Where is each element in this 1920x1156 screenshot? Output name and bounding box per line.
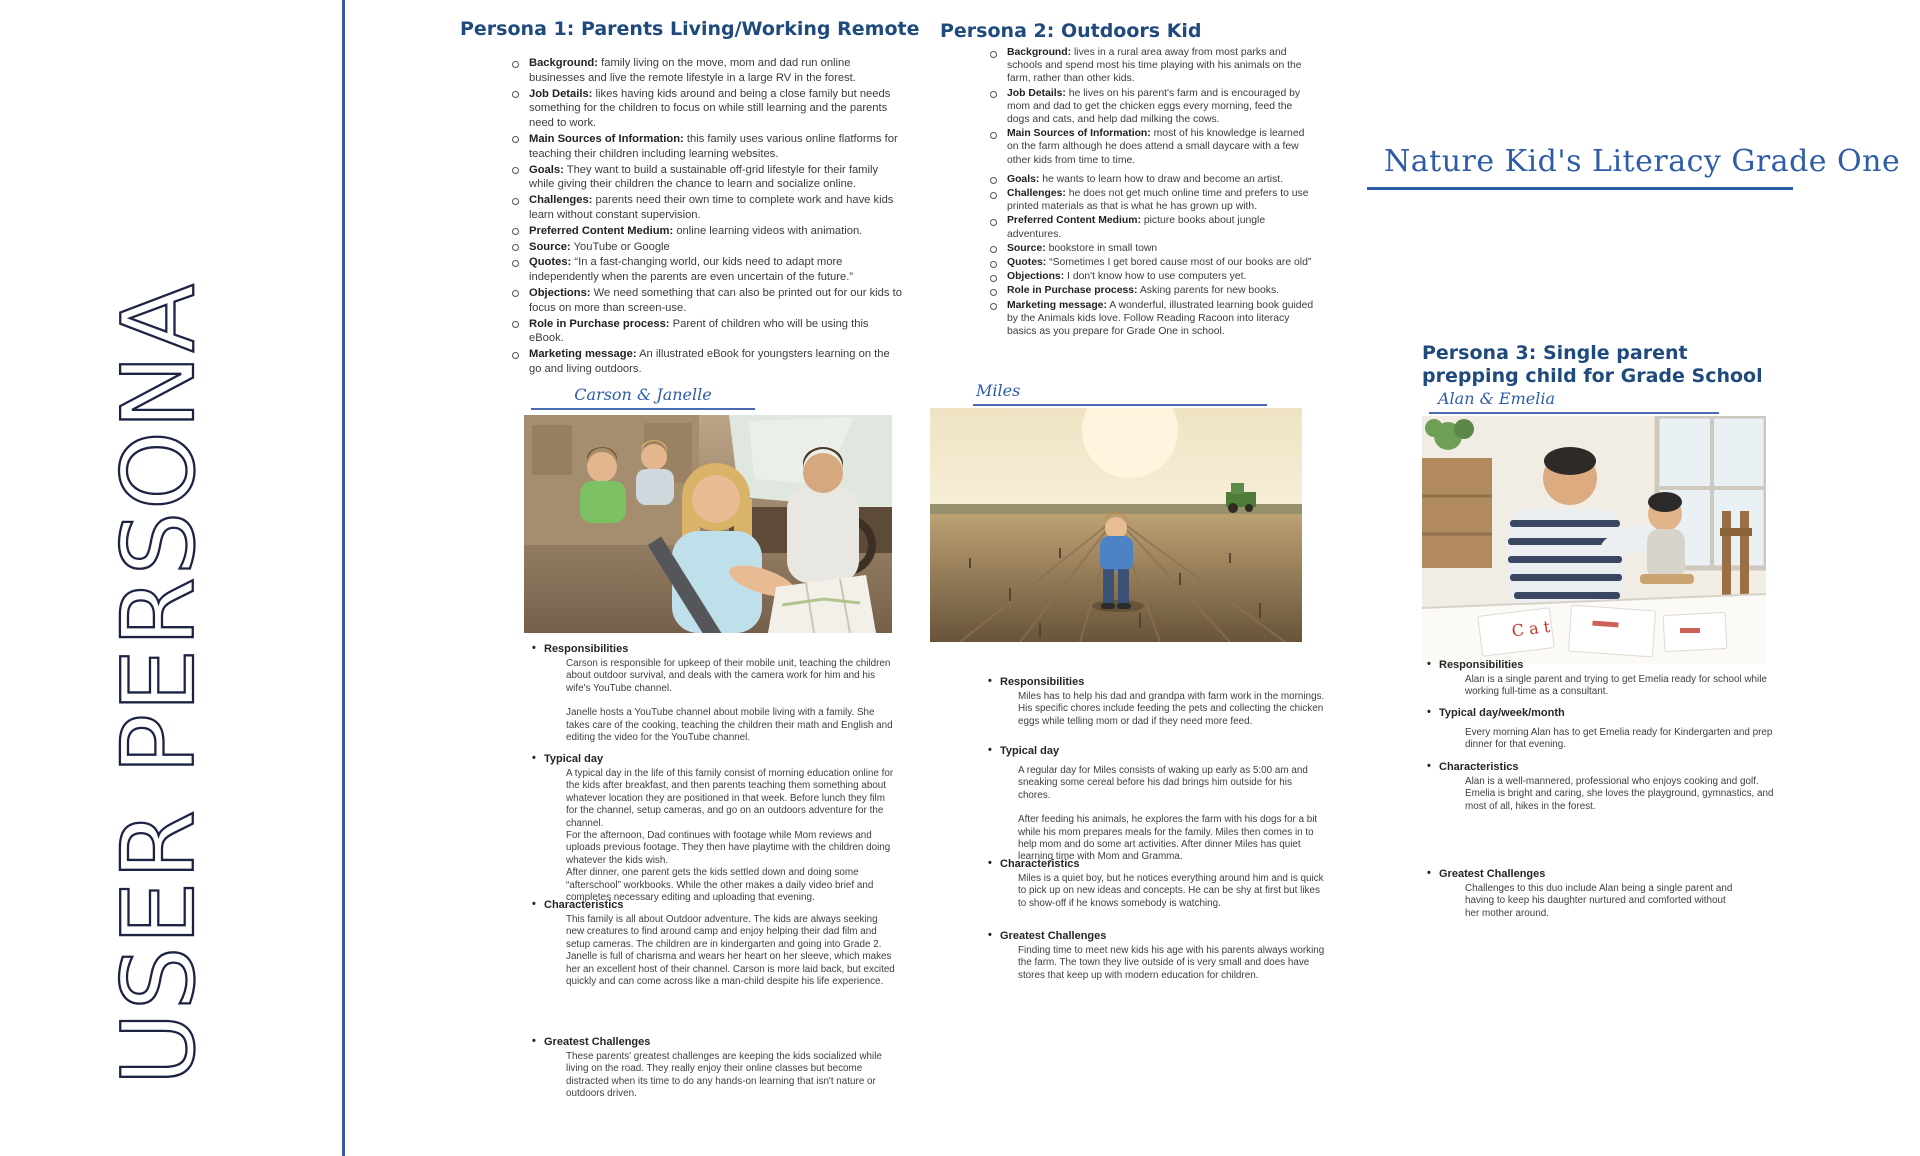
attribute-label: Job Details: xyxy=(1007,87,1066,99)
section-paragraph: These parents' greatest challenges are keeping the kids socialized while living on the road. They really enjoy their online classes but become distracted when its time to do any hands-on learning that isn't nature or outdoors driven. xyxy=(566,1051,882,1100)
attribute-label: Main Sources of Information: xyxy=(529,132,684,145)
attribute-item xyxy=(505,87,905,131)
attribute-text: “In a fast-changing world, our kids need to adapt more independently when the parents are even uncertain of the future.” xyxy=(529,256,854,284)
section-body xyxy=(566,1051,898,1101)
attribute-text: parents need their own time to complete work and have kids learn without constant supervision. xyxy=(529,194,894,221)
persona1-caption-underline xyxy=(531,408,755,410)
section-body xyxy=(1018,873,1326,910)
section-paragraph: After dinner, one parent gets the kids settled down and doing some “afterschool” workbooks. While the other makes a daily video brief and completes necessary editing and uploading that evening. xyxy=(566,867,874,904)
attribute-text: most of his knowledge is learned on the farm although he does attend a small daycare with a few other kids from time to time. xyxy=(1007,128,1305,166)
section-title: • Greatest Challenges xyxy=(1427,868,1741,880)
section-paragraph: Miles has to help his dad and grandpa with farm work in the mornings. His specific chores include feeding the pets and collecting the chicken eggs while telling mom or dad if they need more feed. xyxy=(1018,691,1325,727)
persona1-caption: Carson & Janelle xyxy=(574,385,712,404)
section-body xyxy=(566,914,898,988)
attribute-label: Background: xyxy=(1007,47,1072,58)
section-body xyxy=(566,658,898,744)
persona2-section-greatest-challenges xyxy=(988,930,1326,982)
persona2-photo-boy-in-cornfield xyxy=(930,408,1302,642)
section-paragraph: Finding time to meet new kids his age with his parents always working the farm. The town they live outside of is very small and does have stores that keep up with modern education for children. xyxy=(1018,945,1325,981)
section-paragraph: A typical day in the life of this family consist of morning education online for the kids after breakfast, and then parents teaching them something about whatever location they are positioned in that week. Before lunch they film for the channel, setup cameras, and go on an outdoors adventure for the channel. xyxy=(566,768,894,829)
attribute-text: An illustrated eBook for youngsters learning on the go and living outdoors. xyxy=(529,348,890,375)
attribute-item xyxy=(983,173,1317,186)
section-title: • Responsibilities xyxy=(532,643,898,655)
attribute-item xyxy=(505,255,905,285)
attribute-text: Parent of children who will be using this eBook. xyxy=(529,317,869,345)
attribute-label: Role in Purchase process: xyxy=(529,317,670,330)
dad-and-child-illustration xyxy=(1422,416,1766,664)
attribute-item xyxy=(983,284,1317,297)
section-title: • Characteristics xyxy=(988,858,1326,870)
section-body xyxy=(1018,765,1326,864)
persona2-attributes-list xyxy=(983,46,1317,339)
family-in-rv-illustration xyxy=(524,415,892,633)
persona1-section-typical-day xyxy=(532,753,898,904)
attribute-label: Objections: xyxy=(529,286,591,299)
persona3-section-responsibilities xyxy=(1427,659,1783,699)
boy-in-cornfield-illustration xyxy=(930,408,1302,642)
section-title: • Greatest Challenges xyxy=(988,930,1326,942)
project-title: Nature Kid's Literacy Grade One xyxy=(1384,144,1901,179)
attribute-text: They want to build a sustainable off-grid lifestyle for their family while giving their children the chance to learn and socialize online. xyxy=(529,163,879,191)
section-title: • Typical day xyxy=(988,745,1326,757)
attribute-text: likes having kids around and being a close family but needs something for the children to focus on while still learning and the parents need to work. xyxy=(529,87,891,130)
persona1-heading: Persona 1: Parents Living/Working Remote xyxy=(460,18,920,40)
attribute-text: I don't know how to use computers yet. xyxy=(1067,271,1247,283)
section-body xyxy=(1018,945,1326,982)
section-body xyxy=(1465,727,1783,752)
section-paragraph: Alan is a well-mannered, professional who enjoys cooking and golf. Emelia is bright and caring, she loves the playground, gymnastics, and most of all, hikes in the forest. xyxy=(1465,776,1774,812)
attribute-item xyxy=(983,87,1317,127)
section-body xyxy=(1018,691,1326,728)
attribute-item xyxy=(983,299,1317,339)
persona2-caption: Miles xyxy=(976,381,1021,400)
attribute-item xyxy=(983,46,1317,86)
section-body xyxy=(1465,776,1783,813)
attribute-label: Background: xyxy=(529,57,598,69)
attribute-item xyxy=(983,127,1317,167)
attribute-text: picture books about jungle adventures. xyxy=(1007,215,1266,240)
attribute-text: lives in a rural area away from most parks and schools and spend most his time playing with his animals on the farm, rather than other kids. xyxy=(1007,47,1302,85)
section-paragraph: Janelle hosts a YouTube channel about mobile living with a family. She takes care of the cooking, teaching the children their math and English and editing the video for the YouTube channel. xyxy=(566,707,893,744)
attribute-item xyxy=(505,193,905,223)
attribute-item xyxy=(505,163,905,193)
persona3-caption-underline xyxy=(1429,412,1719,414)
attribute-item xyxy=(983,242,1317,255)
attribute-label: Quotes: xyxy=(529,256,572,269)
section-paragraph: Janelle is full of charisma and wears her heart on her sleeve, which makes her an excellent host of their channel. Carson is more laid back, but excited quickly and can come across like a man-child despite his life experience. xyxy=(566,951,895,988)
attribute-label: Challenges: xyxy=(1007,188,1066,200)
svg-text:C a t: C a t xyxy=(1510,616,1552,641)
persona2-heading: Persona 2: Outdoors Kid xyxy=(940,20,1202,42)
attribute-item xyxy=(505,240,905,255)
persona1-section-characteristics xyxy=(532,899,898,988)
persona3-section-typical-day xyxy=(1427,707,1783,752)
attribute-item xyxy=(983,256,1317,269)
persona1-photo-family-in-rv xyxy=(524,415,892,633)
persona1-section-greatest-challenges xyxy=(532,1036,898,1101)
attribute-label: Marketing message: xyxy=(529,348,637,361)
attribute-item xyxy=(983,214,1317,240)
section-title: • Typical day/week/month xyxy=(1427,707,1783,719)
attribute-text: We need something that can also be printed out for our kids to focus on more than screen-use. xyxy=(529,286,902,314)
attribute-item xyxy=(983,187,1317,213)
attribute-label: Main Sources of Information: xyxy=(1007,128,1151,140)
persona2-section-characteristics xyxy=(988,858,1326,910)
attribute-item xyxy=(505,317,905,347)
attribute-label: Role in Purchase process: xyxy=(1007,285,1138,297)
section-body xyxy=(1465,883,1741,920)
attribute-text: A wonderful, illustrated learning book guided by the Animals kids love. Follow Reading Racoon into literacy basics as you prepare for Grade One in school. xyxy=(1007,299,1314,338)
attribute-item xyxy=(505,224,905,239)
attribute-text: “Sometimes I get bored cause most of our books are old” xyxy=(1049,257,1312,269)
section-paragraph: After feeding his animals, he explores the farm with his dogs for a bit while his mom prepares meals for the family. Miles then comes in to help mom and do some art activities. After dinner Miles has quiet learning time with Mom and Gramma. xyxy=(1018,814,1318,863)
persona2-caption-underline xyxy=(973,404,1267,406)
attribute-label: Source: xyxy=(1007,242,1046,254)
attribute-text: he does not get much online time and prefers to use printed materials as that is what he has grown up with. xyxy=(1007,188,1309,213)
section-title: • Characteristics xyxy=(532,899,898,911)
attribute-text: he lives on his parent's farm and is encouraged by mom and dad to get the chicken eggs every morning, feed the dogs and cats, and help dad milking the cows. xyxy=(1007,87,1301,126)
attribute-label: Quotes: xyxy=(1007,257,1047,269)
section-title: • Typical day xyxy=(532,753,898,765)
section-paragraph: Every morning Alan has to get Emelia ready for Kindergarten and prep dinner for that evening. xyxy=(1465,727,1773,751)
section-body xyxy=(566,768,898,904)
attribute-label: Goals: xyxy=(529,163,564,176)
attribute-label: Job Details: xyxy=(529,87,593,100)
section-title: • Greatest Challenges xyxy=(532,1036,898,1048)
attribute-item xyxy=(505,56,905,86)
section-paragraph: For the afternoon, Dad continues with footage while Mom reviews and uploads previous footage. They then have playtime with the children doing whatever the kids wish. xyxy=(566,830,891,866)
persona3-section-characteristics xyxy=(1427,761,1783,813)
attribute-text: online learning videos with animation. xyxy=(676,224,863,237)
vertical-page-title-text: USER PERSONA xyxy=(100,281,217,1086)
attribute-item xyxy=(505,347,905,377)
persona3-caption: Alan & Emelia xyxy=(1438,389,1556,408)
attribute-text: YouTube or Google xyxy=(573,240,670,253)
persona1-section-responsibilities xyxy=(532,643,898,744)
attribute-text: Asking parents for new books. xyxy=(1139,285,1280,297)
attribute-label: Challenges: xyxy=(529,194,593,207)
section-paragraph: Challenges to this duo include Alan being a single parent and having to keep his daughter nurtured and comforted without her mother around. xyxy=(1465,883,1733,919)
persona1-attributes-list xyxy=(505,56,905,378)
vertical-page-title xyxy=(100,246,217,1121)
persona2-section-responsibilities xyxy=(988,676,1326,728)
persona2-section-typical-day xyxy=(988,745,1326,864)
attribute-text: he wants to learn how to draw and become an artist. xyxy=(1042,173,1284,185)
section-title: • Characteristics xyxy=(1427,761,1783,773)
attribute-label: Source: xyxy=(529,240,571,253)
attribute-item xyxy=(983,270,1317,283)
attribute-label: Objections: xyxy=(1007,271,1065,283)
persona3-section-greatest-challenges xyxy=(1427,868,1741,920)
section-paragraph: This family is all about Outdoor adventure. The kids are always seeking new creatures to find around camp and enjoy helping their dad film and setup cameras. The children are in kindergarten and going into Grade 2. xyxy=(566,914,882,950)
persona3-heading: Persona 3: Single parent prepping child for Grade School xyxy=(1422,342,1763,387)
section-paragraph: Carson is responsible for upkeep of their mobile unit, teaching the children about outdoor survival, and deals with the camera work for him and his wife's YouTube channel. xyxy=(566,658,891,694)
section-title: • Responsibilities xyxy=(988,676,1326,688)
persona3-photo-dad-and-child-learning xyxy=(1422,416,1766,664)
project-title-underline xyxy=(1367,187,1793,190)
attribute-item xyxy=(505,286,905,316)
section-paragraph: A regular day for Miles consists of waking up early as 5:00 am and sneaking some cereal before his dad brings him outside for his chores. xyxy=(1018,765,1308,801)
attribute-label: Preferred Content Medium: xyxy=(1007,215,1141,227)
attribute-label: Preferred Content Medium: xyxy=(529,224,674,237)
attribute-text: this family uses various online flatforms for teaching their children including learning websites. xyxy=(529,132,898,160)
section-title: • Responsibilities xyxy=(1427,659,1783,671)
section-paragraph: Miles is a quiet boy, but he notices everything around him and is quick to pick up on new ideas and concepts. He can be shy at first but likes to show-off if he knows somebody is watching. xyxy=(1018,873,1324,909)
attribute-text: family living on the move, mom and dad run online businesses and live the remote lifestyle in a large RV in the forest. xyxy=(529,57,856,84)
attribute-label: Marketing message: xyxy=(1007,299,1107,311)
attribute-text: bookstore in small town xyxy=(1048,242,1158,254)
attribute-label: Goals: xyxy=(1007,173,1040,185)
attribute-item xyxy=(505,132,905,162)
section-paragraph: Alan is a single parent and trying to get Emelia ready for school while working full-time as a consultant. xyxy=(1465,674,1767,698)
vertical-divider-line xyxy=(342,0,345,1156)
section-body xyxy=(1465,674,1783,699)
